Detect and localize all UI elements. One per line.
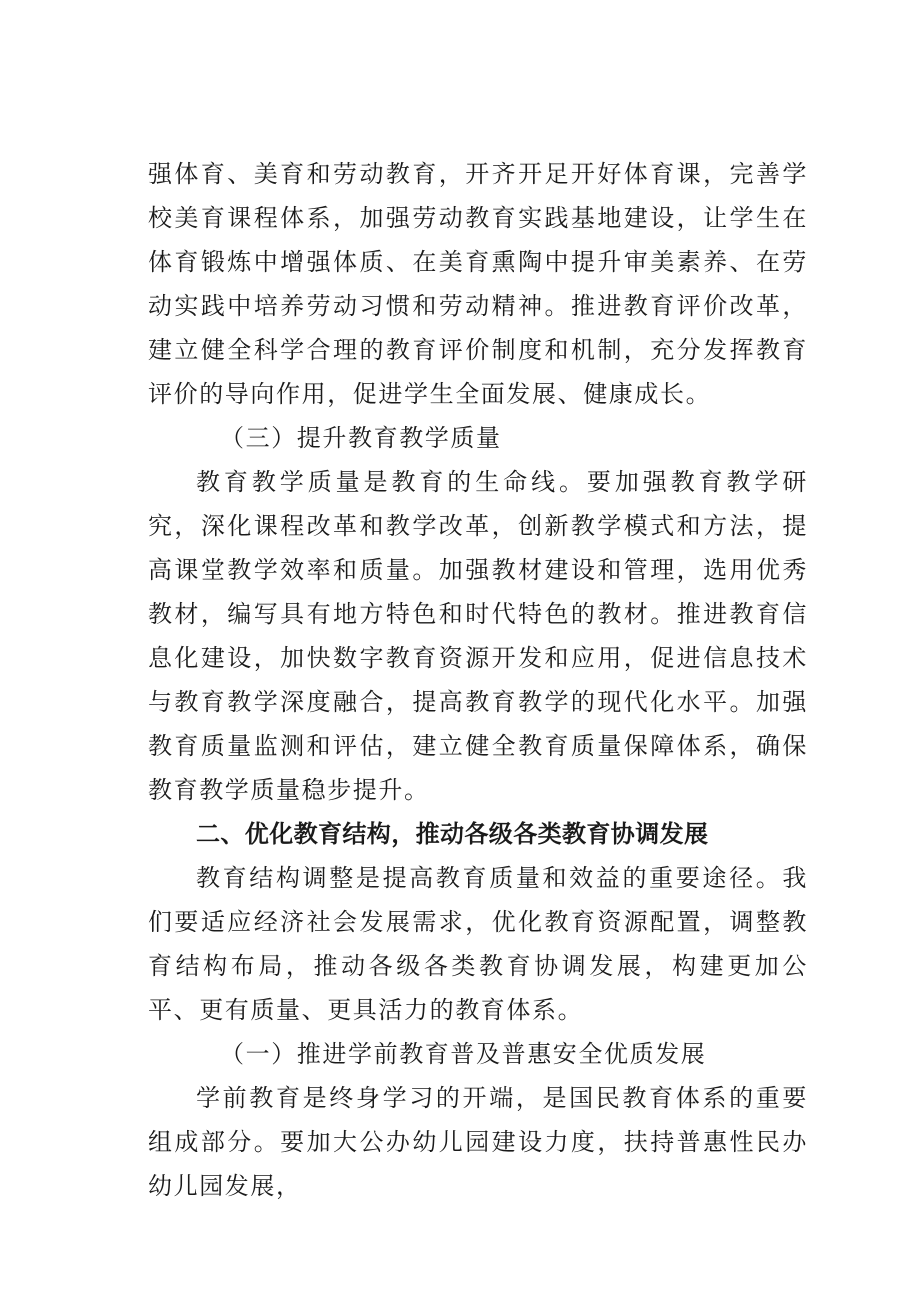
document-body [148, 152, 808, 1208]
paragraph-continued: 强体育、美育和劳动教育，开齐开足开好体育课，完善学校美育课程体系，加强劳动教育实践基地建设，让学生在体育锻炼中增强体质、在美育熏陶中提升审美素养、在劳动实践中培养劳动习惯和劳动精神。推进教育评价改革，建立健全科学合理的教育评价制度和机制，充分发挥教育评价的导向作用，促进学生全面发展、健康成长。 [148, 160, 808, 408]
subheading-improve-quality: （三）提升教育教学质量 [220, 424, 502, 452]
paragraph-preschool: 学前教育是终身学习的开端，是国民教育体系的重要组成部分。要加大公办幼儿园建设力度，扶持普惠性民办幼儿园发展， [148, 1084, 808, 1200]
paragraph-quality: 教育教学质量是教育的生命线。要加强教育教学研究，深化课程改革和教学改革，创新教学模式和方法，提高课堂教学效率和质量。加强教材建设和管理，选用优秀教材，编写具有地方特色和时代特色的教材。推进教育信息化建设，加快数字教育资源开发和应用，促进信息技术与教育教学深度融合，提高教育教学的现代化水平。加强教育质量监测和评估，建立健全教育质量保障体系，确保教育教学质量稳步提升。 [148, 468, 808, 804]
paragraph-structure: 教育结构调整是提高教育质量和效益的重要途径。我们要适应经济社会发展需求，优化教育资源配置，调整教育结构布局，推动各级各类教育协调发展，构建更加公平、更有质量、更具活力的教育体系。 [148, 864, 808, 1024]
section-heading-optimize-structure: 二、优化教育结构，推动各级各类教育协调发展 [196, 820, 709, 848]
subheading-preschool: （一）推进学前教育普及普惠安全优质发展 [220, 1040, 707, 1068]
